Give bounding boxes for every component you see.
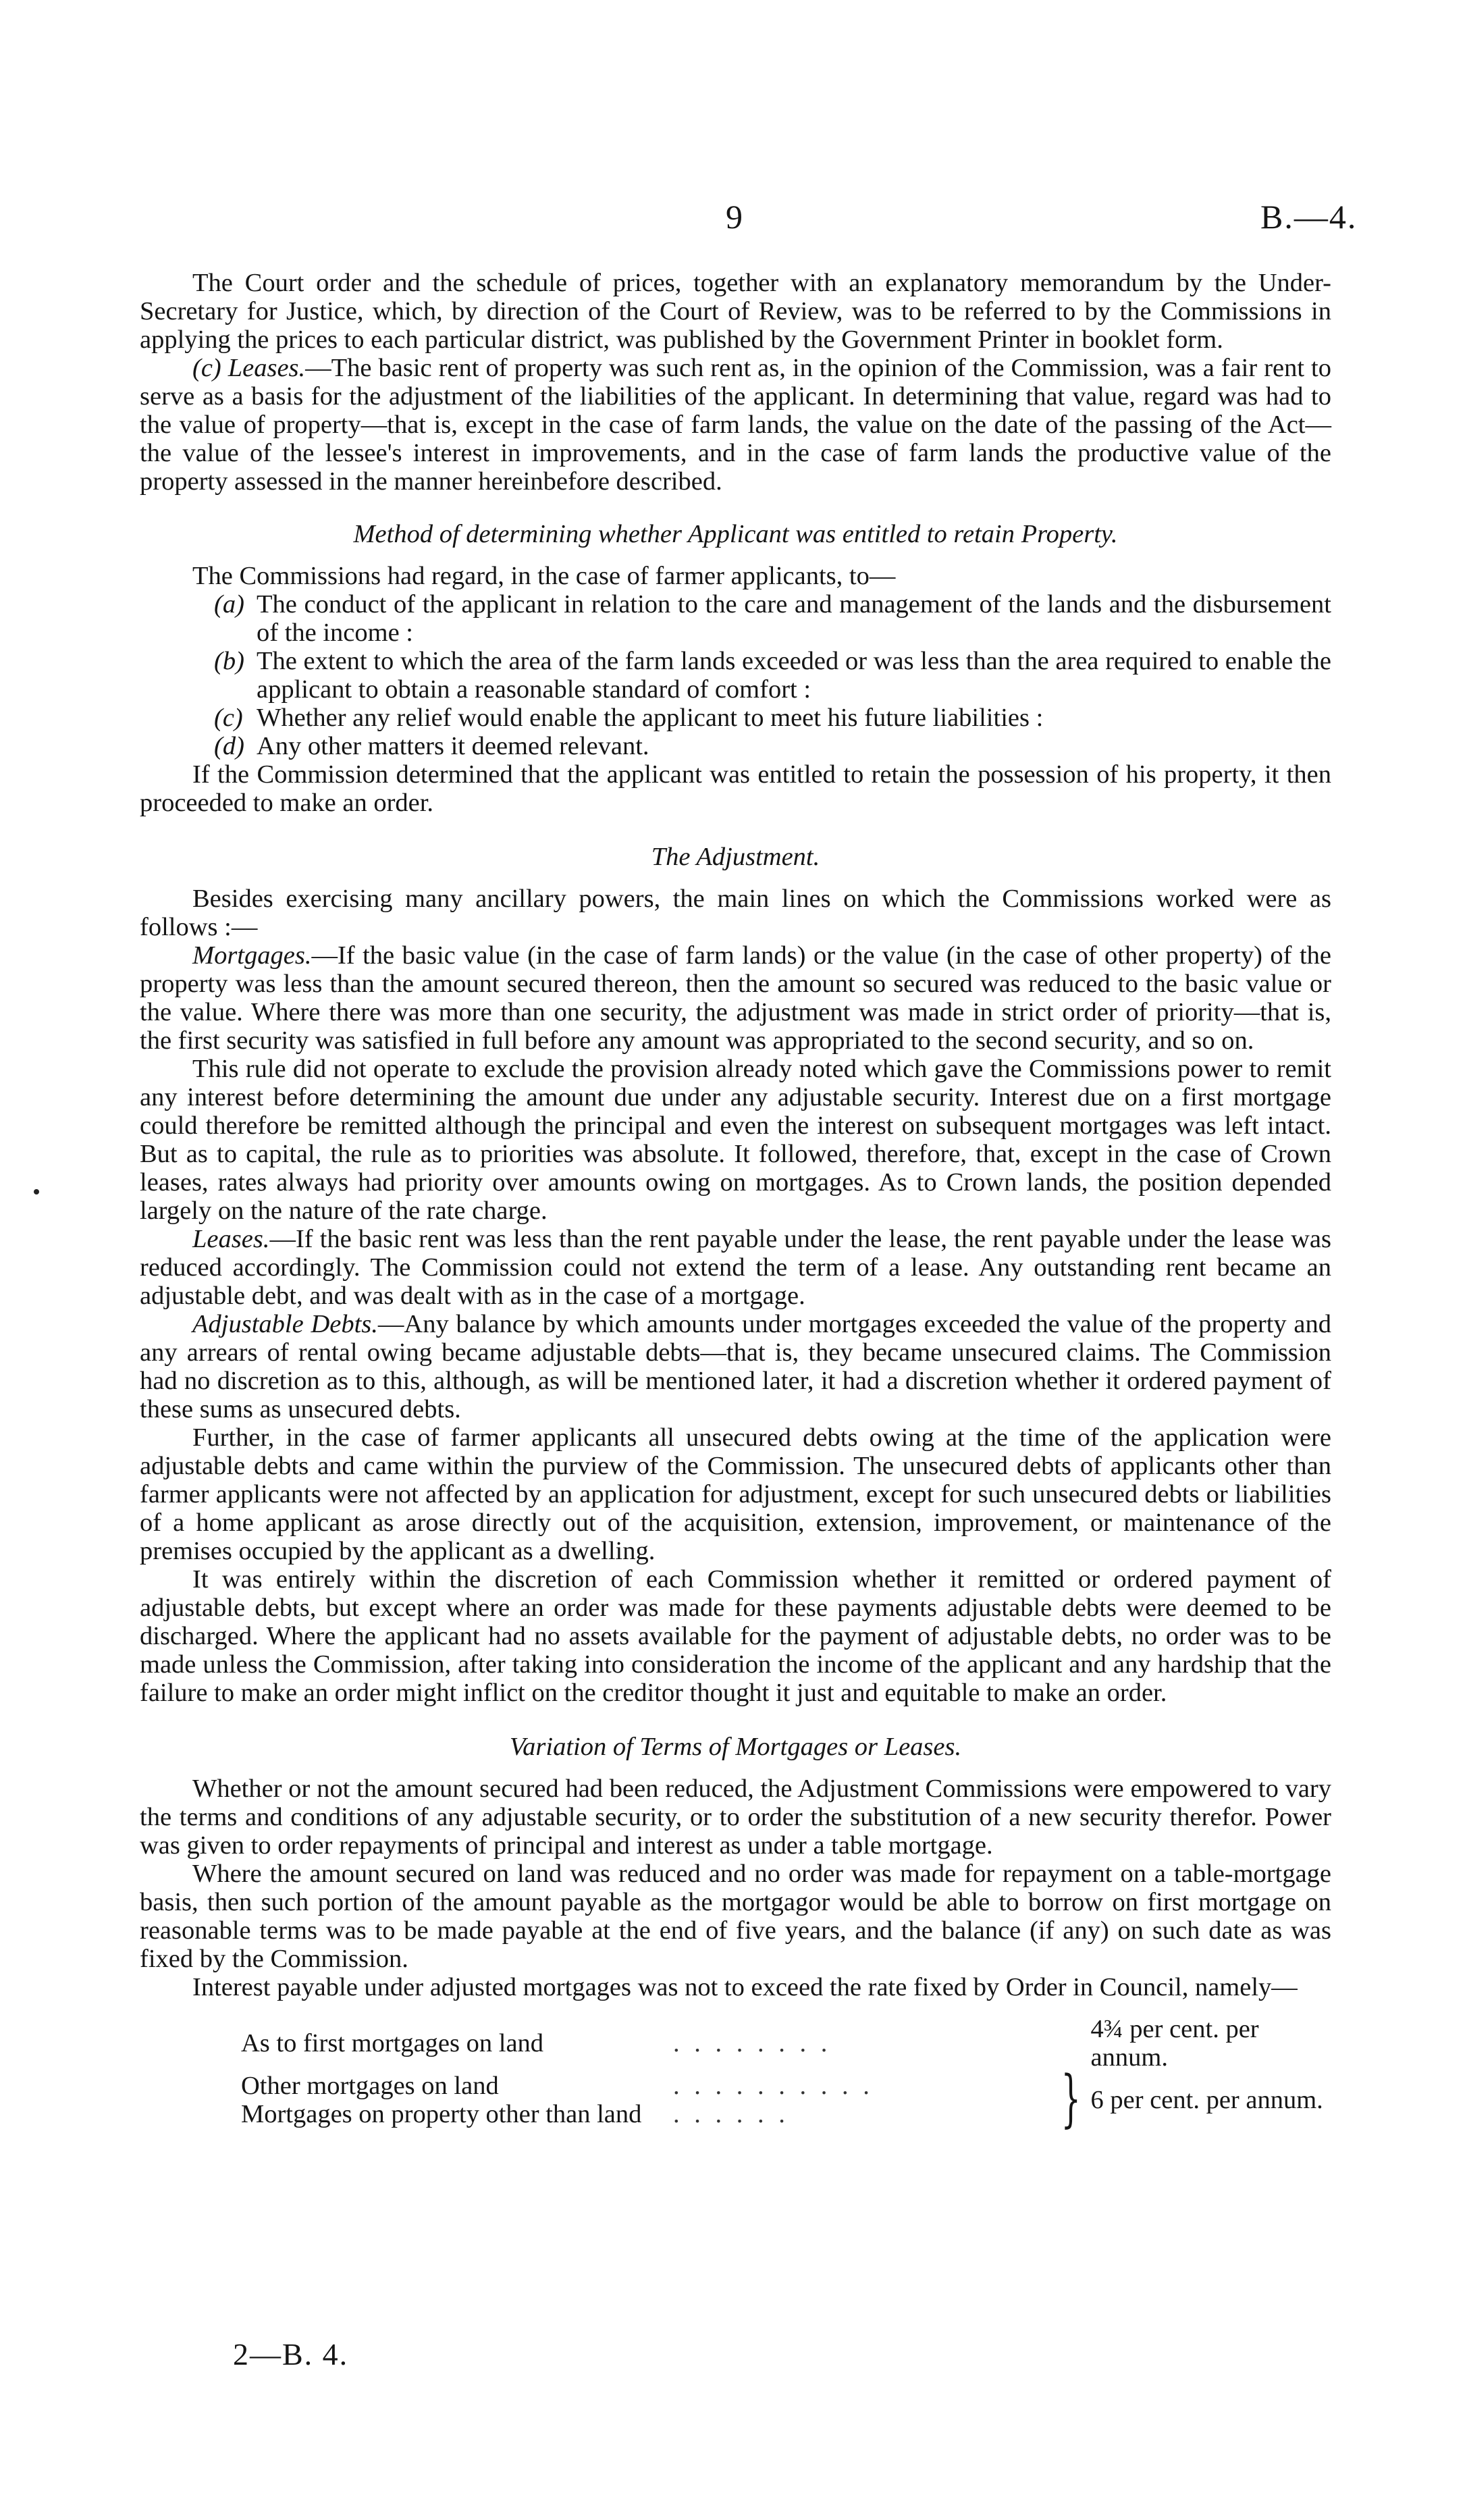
list-item xyxy=(214,590,1331,647)
inline-heading: Mortgages. xyxy=(192,941,312,970)
inline-heading: Leases. xyxy=(192,1225,270,1253)
list-item xyxy=(214,647,1331,704)
section-heading-adjustment: The Adjustment. xyxy=(651,843,820,871)
list-text: The extent to which the area of the farm lands exceeded or was less than the area required to enable the applicant to obtain a reasonable standard of comfort : xyxy=(257,647,1331,704)
paragraph: If the Commission determined that the applicant was entitled to retain the possession of his property, it then proceeded to make an order. xyxy=(140,760,1331,817)
list-text: Any other matters it deemed relevant. xyxy=(257,732,649,760)
paragraph: The Court order and the schedule of prices, together with an explanatory memorandum by the Under-Secretary for Justice, which, by direction of the Court of Review, was to be referred to by the Commissions in applying the prices to each particular district, was published by the Government Printer in booklet form. xyxy=(140,269,1331,354)
leader-dots: . . . . . . . . . . xyxy=(673,2072,874,2100)
table-row xyxy=(241,2072,1331,2100)
paragraph: The Commissions had regard, in the case of farmer applicants, to— xyxy=(192,562,896,590)
list-item xyxy=(214,732,1331,760)
paragraph-text: —Any balance by which amounts under mortgages exceeded the value of the property and any arrears of rental owing became adjustable debts—that is, they became unsecured claims. The Commission had no discretion as to this, although, as will be mentioned later, it had a discretion whether it ordered payment of these sums as unsecured debts. xyxy=(140,1310,1331,1423)
paragraph-adjustable-debts xyxy=(140,1310,1331,1423)
brace-glyph: } xyxy=(1061,2062,1081,2134)
inline-heading: (c) Leases. xyxy=(192,354,306,382)
list-item xyxy=(214,704,1331,732)
interest-rate-table xyxy=(241,2015,1331,2134)
list-text: Whether any relief would enable the applicant to meet his future liabilities : xyxy=(257,704,1044,732)
list-label: (d) xyxy=(214,732,244,760)
paragraph-leases xyxy=(140,1225,1331,1310)
leader-dots: . . . . . . xyxy=(673,2100,789,2128)
body-text xyxy=(140,269,1331,2134)
table-row xyxy=(241,2015,1331,2072)
paragraph: Where the amount secured on land was reduced and no order was made for repayment on a table-mortgage basis, then such portion of the amount payable as the mortgagor would be able to borrow on first mortgage on reasonable terms was to be made payable at the end of five years, and the balance (if any) on such date as was fixed by the Commission. xyxy=(140,1860,1331,1973)
leader-dots: . . . . . . . . xyxy=(673,2029,832,2057)
rate-value: 4¾ per cent. per annum. xyxy=(1090,2015,1259,2072)
section-heading-variation: Variation of Terms of Mortgages or Leases. xyxy=(509,1733,962,1761)
document-reference: B.—4. xyxy=(1260,198,1358,236)
brace xyxy=(1051,2062,1091,2134)
section-heading-method: Method of determining whether Applicant was entitled to retain Property. xyxy=(353,520,1118,548)
paragraph-text: —The basic rent of property was such rent as, in the opinion of the Commission, was a fair rent to serve as a basis for the adjustment of the liabilities of the applicant. In determining that value, regard was had to the value of property—that is, except in the case of farm lands, the value on the date of the passing of the Act—the value of the lessee's interest in improvements, and in the case of farm lands the productive value of the property assessed in the manner hereinbefore described. xyxy=(140,354,1331,496)
rate-label: Mortgages on property other than land xyxy=(241,2100,642,2128)
page-number: 9 xyxy=(726,198,743,236)
rate-value: 6 per cent. per annum. xyxy=(1090,2086,1323,2114)
paragraph: Further, in the case of farmer applicants all unsecured debts owing at the time of the application were adjustable debts and came within the purview of the Commission. The unsecured debts of applicants other than farmer applicants were not affected by an application for adjustment, except for such unsecured debts or liabilities of a home applicant as arose directly out of the acquisition, extension, improvement, or maintenance of the premises occupied by the applicant as a dwelling. xyxy=(140,1423,1331,1565)
paragraph-mortgages xyxy=(140,941,1331,1055)
paragraph-text: —If the basic rent was less than the rent payable under the lease, the rent payable under the lease was reduced accordingly. The Commission could not extend the term of a lease. Any outstanding rent became an adjustable debt, and was dealt with as in the case of a mortgage. xyxy=(140,1225,1331,1310)
list-text: The conduct of the applicant in relation to the care and management of the lands and the disbursement of the income : xyxy=(257,590,1331,647)
paragraph: Besides exercising many ancillary powers, the main lines on which the Commissions worked were as follows :— xyxy=(140,885,1331,941)
paragraph: This rule did not operate to exclude the provision already noted which gave the Commissions power to remit any interest before determining the amount due under any adjustable security. Interest due on a first mortgage could therefore be remitted although the principal and even the interest on subsequent mortgages was left intact. But as to capital, the rule as to priorities was absolute. It followed, therefore, that, except in the case of Crown leases, rates always had priority over amounts owing on mortgages. As to Crown lands, the position depended largely on the nature of the rate charge. xyxy=(140,1055,1331,1225)
list-label: (a) xyxy=(214,590,244,619)
list-label: (b) xyxy=(214,647,244,675)
list-label: (c) xyxy=(214,704,243,732)
sheet-reference: 2—B. 4. xyxy=(233,2337,349,2371)
criteria-list xyxy=(214,590,1331,760)
rate-label: As to first mortgages on land xyxy=(241,2029,544,2057)
paragraph-text: —If the basic value (in the case of farm lands) or the value (in the case of other property) of the property was less than the amount secured thereon, then the amount so secured was reduced to the basic value or the value. Where there was more than one security, the adjustment was made in strict order of priority—that is, the first security was satisfied in full before any amount was appropriated to the second security, and so on. xyxy=(140,941,1331,1055)
paragraph-leases-basic-rent xyxy=(140,354,1331,496)
paragraph: Interest payable under adjusted mortgages was not to exceed the rate fixed by Order in Council, namely— xyxy=(192,1973,1298,2001)
inline-heading: Adjustable Debts. xyxy=(192,1310,378,1338)
margin-mark xyxy=(34,1189,39,1195)
paragraph: Whether or not the amount secured had been reduced, the Adjustment Commissions were empowered to vary the terms and conditions of any adjustable security, or to order the substitution of a new security therefor. Power was given to order repayments of principal and interest as under a table mortgage. xyxy=(140,1775,1331,1860)
paragraph: It was entirely within the discretion of each Commission whether it remitted or ordered payment of adjustable debts, but except where an order was made for these payments adjustable debts were deemed to be discharged. Where the applicant had no assets available for the payment of adjustable debts, no order was to be made unless the Commission, after taking into consideration the income of the applicant and any hardship that the failure to make an order might inflict on the creditor thought it just and equitable to make an order. xyxy=(140,1565,1331,1707)
rate-label: Other mortgages on land xyxy=(241,2072,499,2100)
